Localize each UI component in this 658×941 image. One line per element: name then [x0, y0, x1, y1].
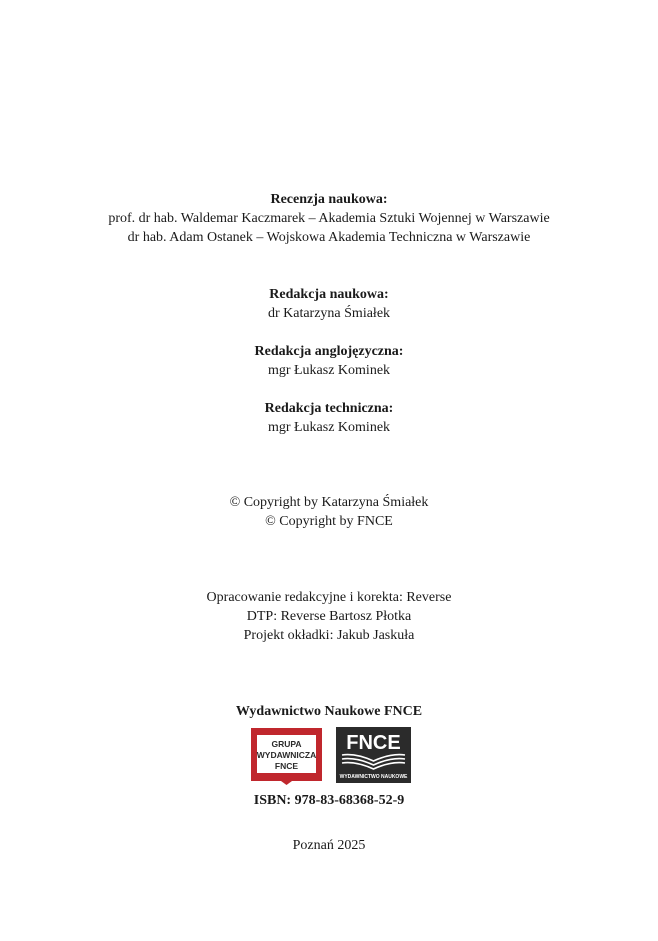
scientific-editing-heading: Redakcja naukowa: — [269, 287, 389, 302]
logo-fnce-title: FNCE — [346, 732, 401, 754]
technical-editing-heading: Redakcja techniczna: — [264, 401, 394, 416]
english-editing-heading: Redakcja anglojęzyczna: — [254, 344, 404, 359]
place-year: Poznań 2025 — [292, 838, 366, 853]
logo-text-wydawnicza: WYDAWNICZA — [256, 750, 317, 760]
reviewer-2: dr hab. Adam Ostanek – Wojskowa Akademia Techniczna w Warszawie — [127, 230, 531, 245]
publisher-name: Wydawnictwo Naukowe FNCE — [235, 704, 423, 719]
dtp-credit: DTP: Reverse Bartosz Płotka — [246, 609, 412, 624]
logo-text-grupa: GRUPA — [271, 739, 302, 749]
logo-fnce-subtitle: WYDAWNICTWO NAUKOWE — [339, 774, 408, 780]
copyright-publisher: © Copyright by FNCE — [265, 514, 393, 529]
reviewer-1: prof. dr hab. Waldemar Kaczmarek – Akademia Sztuki Wojennej w Warszawie — [108, 211, 550, 226]
technical-editor-name: mgr Łukasz Kominek — [267, 420, 391, 435]
fnce-wydawnictwo-naukowe-logo — [336, 727, 411, 783]
copyright-author: © Copyright by Katarzyna Śmiałek — [229, 495, 429, 510]
editorial-credit: Opracowanie redakcyjne i korekta: Reverse — [206, 590, 452, 605]
cover-credit: Projekt okładki: Jakub Jaskuła — [243, 628, 415, 643]
logo-text-fnce: FNCE — [274, 761, 299, 771]
english-editor-name: mgr Łukasz Kominek — [267, 363, 391, 378]
review-heading: Recenzja naukowa: — [270, 192, 388, 207]
isbn: ISBN: 978-83-68368-52-9 — [253, 793, 405, 808]
scientific-editor-name: dr Katarzyna Śmiałek — [267, 306, 391, 321]
grupa-wydawnicza-fnce-logo — [247, 727, 326, 785]
publisher-logos — [0, 727, 658, 785]
